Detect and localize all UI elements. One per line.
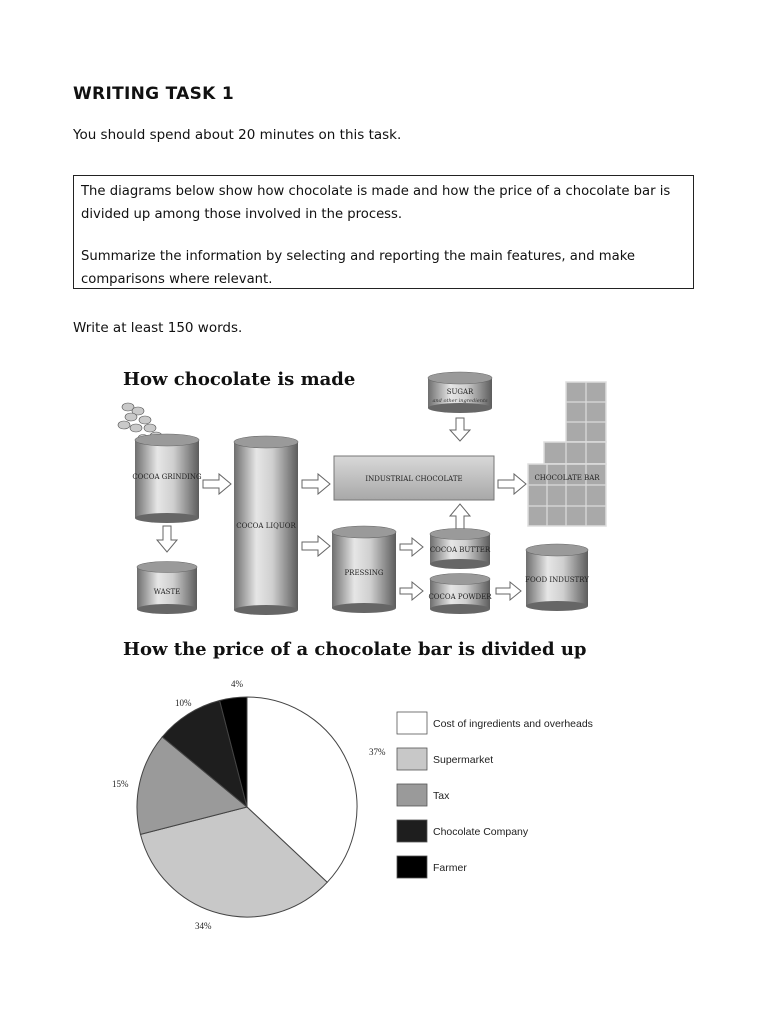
task-prompt-box bbox=[73, 175, 694, 289]
arrow-down-icon bbox=[157, 526, 177, 552]
price-pie-chart bbox=[110, 662, 630, 931]
legend-swatch bbox=[397, 748, 427, 770]
legend-swatch bbox=[397, 712, 427, 734]
arrow-right-icon bbox=[302, 474, 330, 494]
cocoa-liquor-label: COCOA LIQUOR bbox=[236, 522, 296, 530]
task-figure bbox=[110, 362, 630, 931]
legend-label: Cost of ingredients and overheads bbox=[433, 718, 593, 730]
arrow-right-icon bbox=[302, 536, 330, 556]
arrow-right-icon bbox=[498, 474, 526, 494]
cocoa-butter-label: COCOA BUTTER bbox=[429, 546, 491, 554]
cocoa-powder-stage bbox=[428, 574, 492, 615]
waste-stage bbox=[137, 562, 197, 615]
word-count-instruction: Write at least 150 words. bbox=[73, 320, 243, 336]
pie-slice-label: 10% bbox=[175, 698, 192, 708]
legend-label: Tax bbox=[433, 790, 450, 802]
pressing-stage bbox=[332, 526, 396, 613]
arrow-down-icon bbox=[450, 418, 470, 441]
waste-label: WASTE bbox=[153, 588, 181, 596]
sugar-stage bbox=[428, 372, 492, 413]
pressing-label: PRESSING bbox=[344, 569, 384, 577]
legend-swatch bbox=[397, 856, 427, 878]
arrow-right-icon bbox=[400, 582, 423, 600]
food-industry-stage bbox=[525, 544, 589, 611]
industrial-chocolate-label: INDUSTRIAL CHOCOLATE bbox=[365, 475, 463, 483]
arrow-right-icon bbox=[400, 538, 423, 556]
cocoa-liquor-stage bbox=[234, 436, 298, 615]
prompt-instruction: Summarize the information by selecting and reporting the main features, and make comparisons where relevant. bbox=[81, 249, 636, 287]
process-title: How chocolate is made bbox=[123, 369, 356, 390]
pie-slice-label: 34% bbox=[195, 921, 212, 931]
industrial-chocolate-stage bbox=[334, 456, 494, 500]
cocoa-powder-label: COCOA POWDER bbox=[428, 593, 492, 601]
prompt-description: The diagrams below show how chocolate is made and how the price of a chocolate bar is divided up among those involved in the process. bbox=[81, 184, 671, 222]
task-heading: WRITING TASK 1 bbox=[73, 84, 234, 104]
legend-label: Supermarket bbox=[433, 754, 494, 766]
chart-title: How the price of a chocolate bar is divided up bbox=[123, 639, 587, 660]
legend-label: Chocolate Company bbox=[433, 826, 529, 838]
arrow-right-icon bbox=[203, 474, 231, 494]
legend-label: Farmer bbox=[433, 862, 467, 874]
legend-swatch bbox=[397, 820, 427, 842]
chocolate-bar-label: CHOCOLATE BAR bbox=[534, 474, 600, 482]
arrow-up-icon bbox=[450, 504, 470, 530]
pie-slice-label: 37% bbox=[369, 747, 386, 757]
time-instruction: You should spend about 20 minutes on this task. bbox=[73, 127, 402, 143]
food-industry-label: FOOD INDUSTRY bbox=[525, 576, 589, 584]
sugar-note: and other ingredients bbox=[432, 398, 488, 404]
pie-slice-label: 15% bbox=[112, 779, 129, 789]
pie-slice-label: 4% bbox=[231, 679, 243, 689]
cocoa-butter-stage bbox=[430, 529, 491, 570]
cocoa-grinding-label: COCOA GRINDING bbox=[132, 473, 202, 481]
arrow-right-icon bbox=[496, 582, 521, 600]
chocolate-bar-stage bbox=[528, 382, 606, 526]
cocoa-grinding-stage bbox=[132, 434, 202, 523]
sugar-label: SUGAR bbox=[446, 388, 474, 396]
legend-swatch bbox=[397, 784, 427, 806]
process-diagram bbox=[110, 362, 630, 622]
